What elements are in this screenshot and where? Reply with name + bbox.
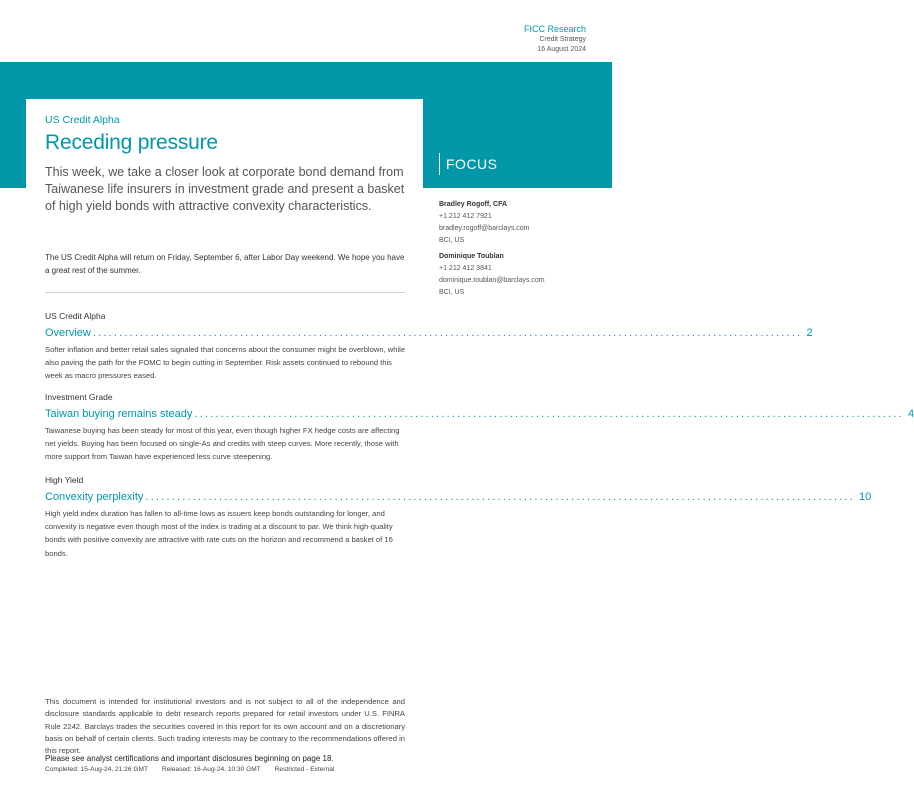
analyst-entity: BCI, US	[439, 237, 465, 244]
analyst-entity: BCI, US	[439, 289, 465, 296]
section-category: High Yield	[45, 475, 84, 485]
divider	[45, 292, 405, 293]
toc-page-number[interactable]: 10	[859, 491, 872, 503]
toc-label[interactable]: Taiwan buying remains steady	[45, 408, 193, 420]
toc-label[interactable]: Overview	[45, 327, 91, 339]
page-header	[524, 23, 586, 55]
toc-page-number[interactable]: 4	[907, 408, 914, 420]
analyst-card	[439, 199, 530, 247]
toc-page-number[interactable]: 2	[806, 327, 813, 339]
toc-link-convexity[interactable]	[45, 490, 872, 505]
section-description: Softer inflation and better retail sales signaled that concerns about the consumer might be overblown, while also paving the path for the FOMC to begin cutting in September. Risk assets continued to rebound this week as macro pressures eased.	[45, 345, 406, 381]
disclaimer-text: This document is intended for institutional investors and is not subject to all of the independence and disclosure standards applicable to debt research reports prepared for retail investors under U.S. FINRA Rule 2242. Barclays trades the securities covered in this report for its own account and on a discretionary basis on behalf of certain clients. Such trading interests may be contrary to the recommendations offered in this report.	[45, 697, 405, 756]
toc-link-overview[interactable]	[45, 326, 813, 341]
released-timestamp: Released: 16-Aug-24, 10:30 GMT	[161, 766, 261, 773]
page-title: Receding pressure	[45, 131, 218, 154]
analyst-phone: +1 212 412 7921	[439, 213, 492, 220]
completed-timestamp: Completed: 15-Aug-24, 21:26 GMT	[45, 766, 148, 773]
series-name: US Credit Alpha	[45, 114, 120, 126]
focus-label: FOCUS	[439, 153, 498, 175]
release-info	[45, 766, 346, 773]
report-date: 16 August 2024	[537, 46, 586, 53]
analyst-name: Bradley Rogoff, CFA	[439, 201, 508, 208]
section-description: Taiwanese buying has been steady for most of this year, even though higher FX hedge costs are affecting net yields. Buying has been focused on single-As and credits with steep curves. More recently, those with more support from Taiwan have experienced less curve steepening.	[45, 426, 400, 462]
toc-section-overview	[45, 311, 813, 383]
disclosure-note: Please see analyst certifications and important disclosures beginning on page 18.	[45, 754, 334, 763]
notice-paragraph: The US Credit Alpha will return on Friday, September 6, after Labor Day weekend. We hope you have a great rest of the summer.	[45, 253, 405, 275]
toc-link-taiwan[interactable]	[45, 407, 914, 422]
section-description: High yield index duration has fallen to all-time lows as issuers keep bonds outstanding for longer, and convexity is negative even though most of the index is trading at a discount to par. We think high-quality bonds with positive convexity are attractive with rate cuts on the horizon and recommend a basket of 16 bonds.	[45, 509, 393, 558]
department-label: FICC Research	[523, 24, 586, 34]
toc-leader: .......................................................................................................................................	[194, 408, 904, 420]
analyst-email[interactable]: bradley.rogoff@barclays.com	[439, 225, 530, 232]
section-category: Investment Grade	[45, 392, 113, 402]
analyst-email[interactable]: dominique.toublan@barclays.com	[439, 277, 545, 284]
section-category: US Credit Alpha	[45, 311, 106, 321]
sub-department-label: Credit Strategy	[539, 36, 586, 43]
analyst-card	[439, 251, 545, 299]
intro-paragraph: This week, we take a closer look at corporate bond demand from Taiwanese life insurers in investment grade and present a basket of high yield bonds with attractive convexity characteristics.	[45, 165, 405, 213]
toc-section-convexity	[45, 475, 872, 560]
toc-label[interactable]: Convexity perplexity	[45, 491, 144, 503]
analyst-name: Dominique Toublan	[439, 253, 504, 260]
restriction-label: Restricted - External	[274, 766, 335, 773]
analyst-phone: +1 212 412 3841	[439, 265, 492, 272]
toc-leader: .......................................................................................................................................	[92, 327, 803, 339]
toc-leader: .......................................................................................................................................	[145, 491, 856, 503]
toc-section-taiwan	[45, 392, 914, 464]
